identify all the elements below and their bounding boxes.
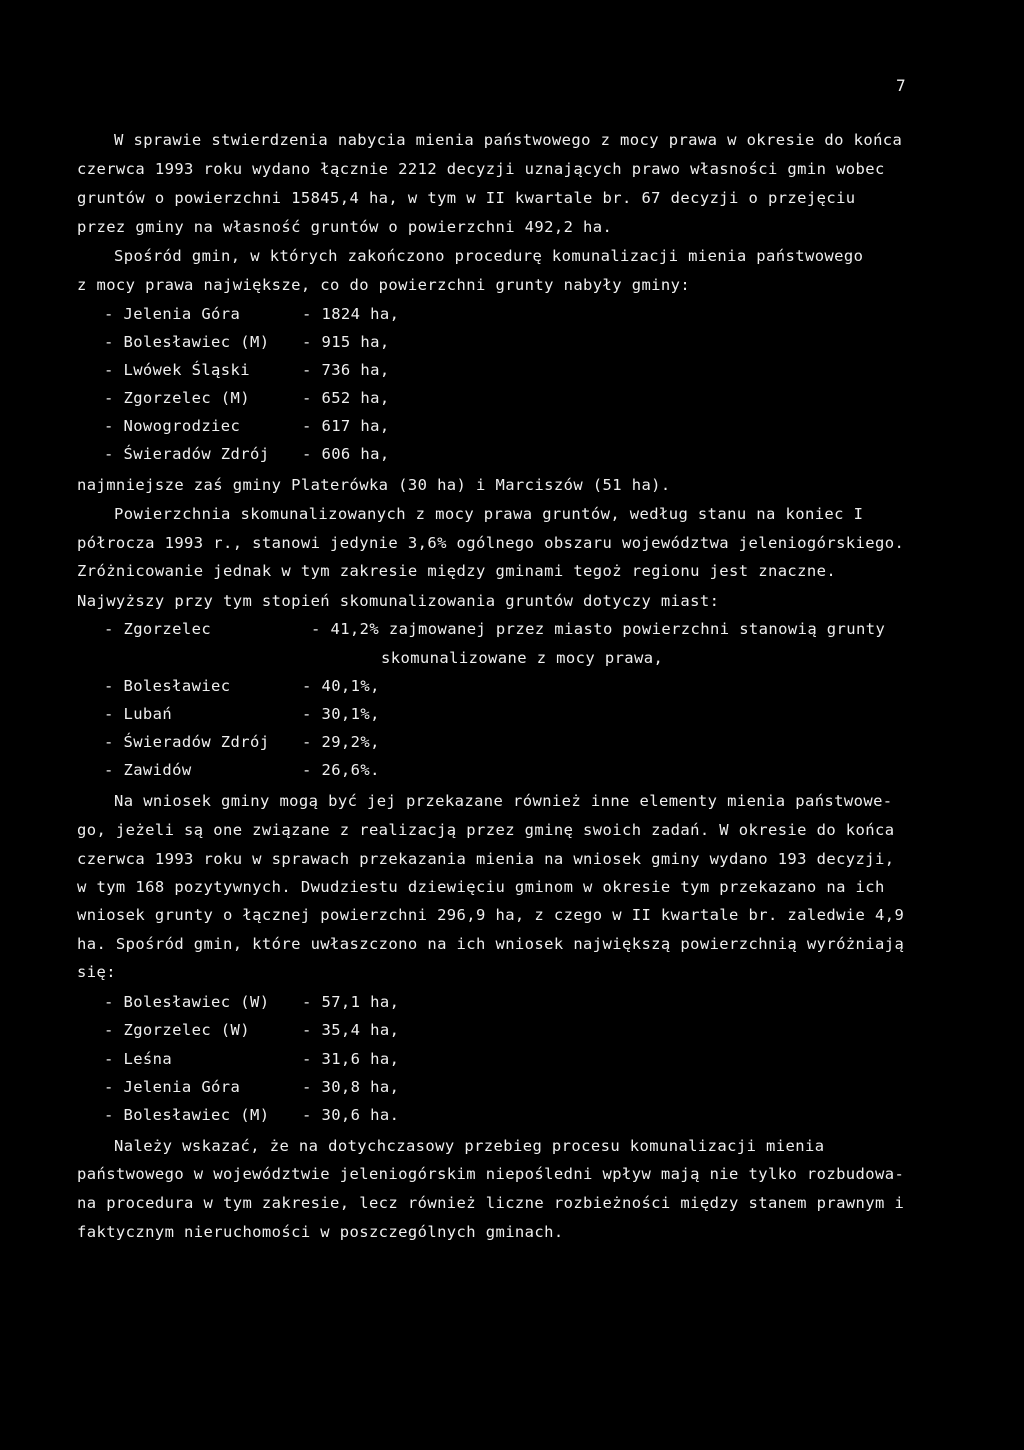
list-item-name: - Bolesławiec (W)	[104, 993, 270, 1011]
list-item-name: - Bolesławiec (M)	[104, 1106, 270, 1124]
text-line: Najwyższy przy tym stopień skomunalizowania gruntów dotyczy miast:	[77, 592, 720, 610]
text-line: ha. Spośród gmin, które uwłaszczono na ich wniosek największą powierzchnią wyróżniają	[77, 935, 905, 953]
list-item-name: - Świeradów Zdrój	[104, 733, 270, 751]
text-line: faktycznym nieruchomości w poszczególnych gminach.	[77, 1223, 564, 1241]
list-item-value: - 41,2% zajmowanej przez miasto powierzchni stanowią grunty	[311, 620, 886, 638]
list-item-value: - 30,8 ha,	[302, 1078, 400, 1096]
list-item-name: - Lwówek Śląski	[104, 361, 250, 379]
list-item-value: - 915 ha,	[302, 333, 390, 351]
list-item-name: - Zawidów	[104, 761, 192, 779]
list-item-value: - 35,4 ha,	[302, 1021, 400, 1039]
list-item-name: - Bolesławiec (M)	[104, 333, 270, 351]
list-item-value: - 57,1 ha,	[302, 993, 400, 1011]
list-item-name: - Świeradów Zdrój	[104, 445, 270, 463]
list-item-name: - Jelenia Góra	[104, 305, 241, 323]
list-item-value: - 652 ha,	[302, 389, 390, 407]
text-line: najmniejsze zaś gminy Platerówka (30 ha) i Marciszów (51 ha).	[77, 476, 671, 494]
list-item-value: - 26,6%.	[302, 761, 380, 779]
list-item-name: - Lubań	[104, 705, 173, 723]
list-item-value: - 40,1%,	[302, 677, 380, 695]
text-line: Powierzchnia skomunalizowanych z mocy prawa gruntów, według stanu na koniec I	[114, 505, 864, 523]
text-line: przez gminy na własność gruntów o powierzchni 492,2 ha.	[77, 218, 613, 236]
text-line: się:	[77, 963, 116, 981]
text-line: wniosek grunty o łącznej powierzchni 296,9 ha, z czego w II kwartale br. zaledwie 4,9	[77, 906, 905, 924]
text-line: Należy wskazać, że na dotychczasowy przebieg procesu komunalizacji mienia	[114, 1137, 825, 1155]
list-item-name: - Nowogrodziec	[104, 417, 241, 435]
list-item-name: - Zgorzelec	[104, 620, 212, 638]
list-item-value: - 606 ha,	[302, 445, 390, 463]
list-item-value: - 29,2%,	[302, 733, 380, 751]
text-line: go, jeżeli są one związane z realizacją przez gminę swoich zadań. W okresie do końca	[77, 821, 895, 839]
text-line: czerwca 1993 roku wydano łącznie 2212 decyzji uznających prawo własności gmin wobec	[77, 160, 885, 178]
text-line: półrocza 1993 r., stanowi jedynie 3,6% ogólnego obszaru województwa jeleniogórskiego.	[77, 534, 905, 552]
text-line: Zróżnicowanie jednak w tym zakresie między gminami tegoż regionu jest znaczne.	[77, 562, 837, 580]
list-item-value: - 30,1%,	[302, 705, 380, 723]
list-item-value: - 1824 ha,	[302, 305, 400, 323]
list-item-value: - 31,6 ha,	[302, 1050, 400, 1068]
page-number: 7	[896, 76, 907, 95]
text-line: państwowego w województwie jeleniogórskim niepośledni wpływ mają nie tylko rozbudowa-	[77, 1165, 905, 1183]
list-item-continuation: skomunalizowane z mocy prawa,	[381, 649, 664, 667]
list-item-name: - Jelenia Góra	[104, 1078, 241, 1096]
text-line: Spośród gmin, w których zakończono procedurę komunalizacji mienia państwowego	[114, 247, 864, 265]
list-item-name: - Zgorzelec (M)	[104, 389, 250, 407]
text-line: z mocy prawa największe, co do powierzchni grunty nabyły gminy:	[77, 276, 691, 294]
text-line: czerwca 1993 roku w sprawach przekazania mienia na wniosek gminy wydano 193 decyzji,	[77, 850, 895, 868]
text-line: na procedura w tym zakresie, lecz również liczne rozbieżności między stanem prawnym i	[77, 1194, 905, 1212]
list-item-name: - Zgorzelec (W)	[104, 1021, 250, 1039]
list-item-value: - 736 ha,	[302, 361, 390, 379]
text-line: gruntów o powierzchni 15845,4 ha, w tym w II kwartale br. 67 decyzji o przejęciu	[77, 189, 856, 207]
list-item-name: - Leśna	[104, 1050, 173, 1068]
list-item-name: - Bolesławiec	[104, 677, 231, 695]
text-line: W sprawie stwierdzenia nabycia mienia państwowego z mocy prawa w okresie do końca	[114, 131, 903, 149]
list-item-value: - 617 ha,	[302, 417, 390, 435]
text-line: w tym 168 pozytywnych. Dwudziestu dziewięciu gminom w okresie tym przekazano na ich	[77, 878, 885, 896]
text-line: Na wniosek gminy mogą być jej przekazane również inne elementy mienia państwowe-	[114, 792, 893, 810]
list-item-value: - 30,6 ha.	[302, 1106, 400, 1124]
